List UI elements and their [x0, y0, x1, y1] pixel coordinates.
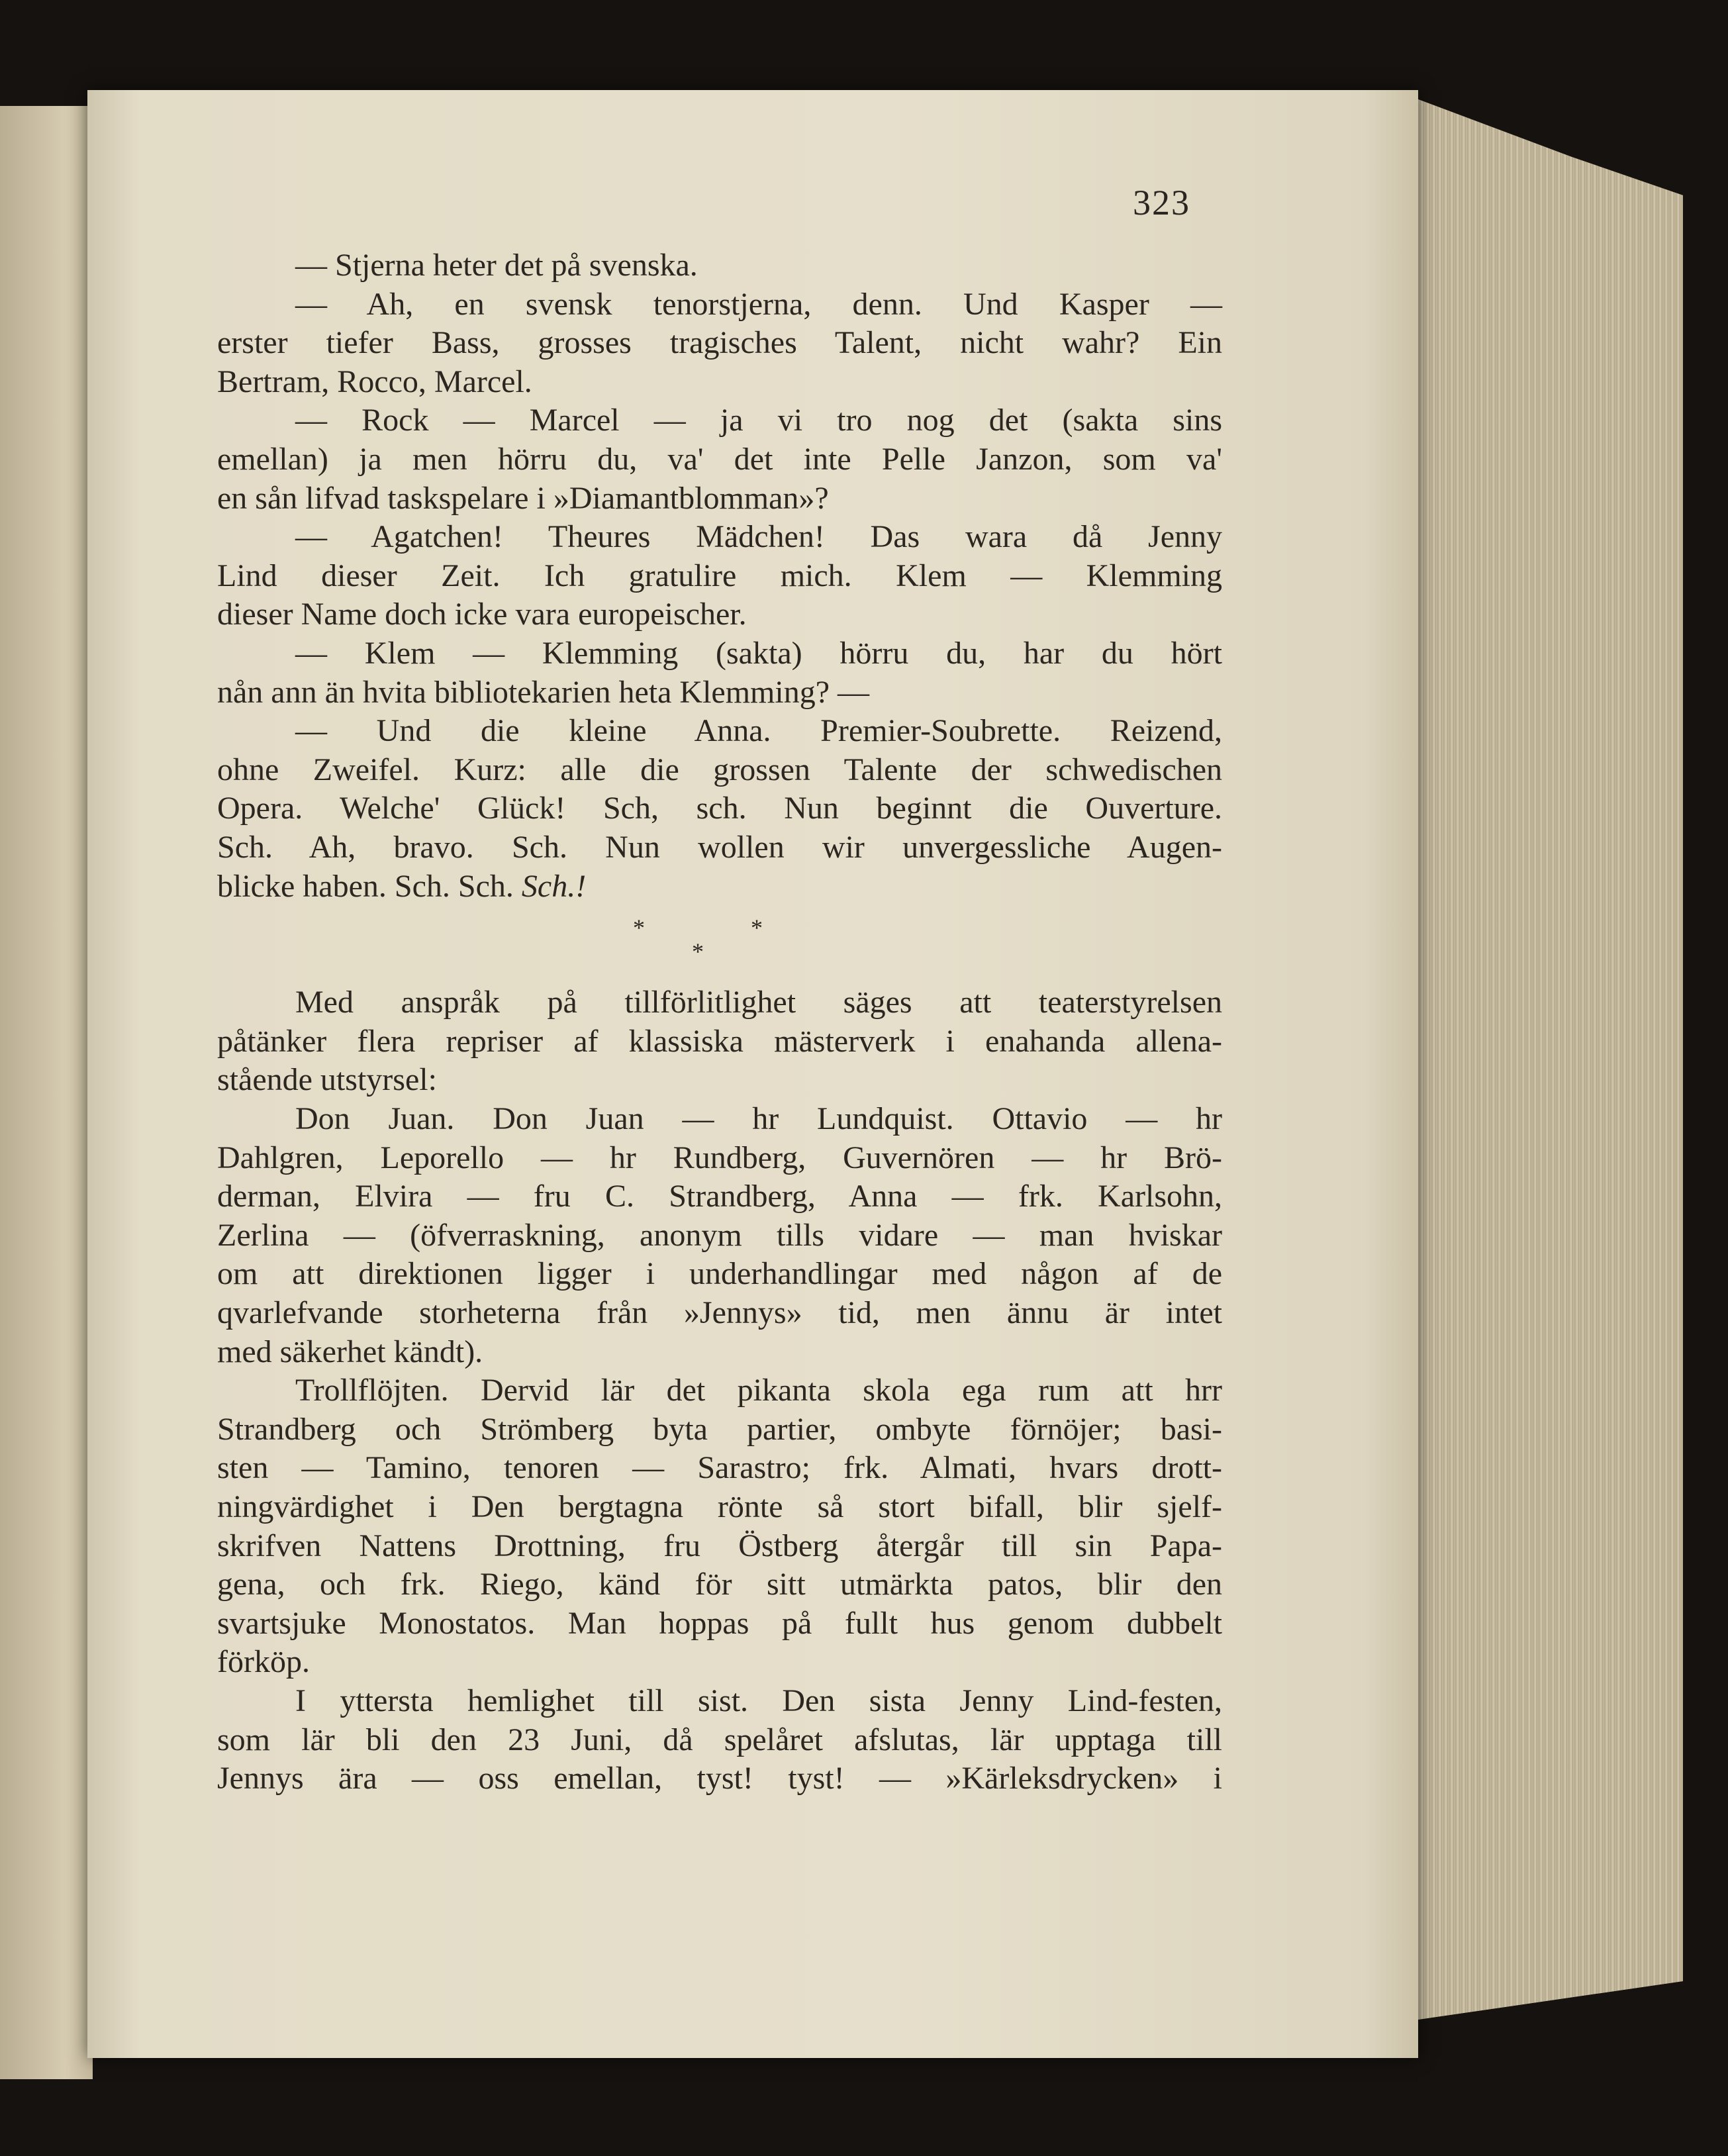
text-line: skrifven Nattens Drottning, fru Östberg återgår till sin Papa-: [217, 1528, 1222, 1563]
divider-asterisk: *: [633, 914, 645, 942]
text-segment: blicke haben. Sch. Sch.: [217, 868, 514, 904]
italic-text: Sch.!: [521, 868, 587, 904]
text-line: — Agatchen! Theures Mädchen! Das wara då Jenny: [295, 519, 1222, 555]
text-line: dieser Name doch icke vara europeischer.: [217, 597, 747, 632]
text-line: gena, och frk. Riego, känd för sitt utmärkta patos, blir den: [217, 1567, 1222, 1602]
text-line: Med anspråk på tillförlitlighet säges att teaterstyrelsen: [295, 985, 1222, 1020]
previous-page-edge: [0, 106, 93, 2079]
text-line: svartsjuke Monostatos. Man hoppas på fullt hus genom dubbelt: [217, 1605, 1222, 1641]
text-line: emellan) ja men hörru du, va' det inte Pelle Janzon, som va': [217, 441, 1222, 477]
text-line: — Stjerna heter det på svenska.: [295, 248, 698, 283]
text-line: stående utstyrsel:: [217, 1062, 437, 1098]
text-line: derman, Elvira — fru C. Strandberg, Anna — frk. Karlsohn,: [217, 1179, 1222, 1214]
text-line: — Ah, en svensk tenorstjerna, denn. Und Kasper —: [295, 286, 1222, 322]
text-line: — Klem — Klemming (sakta) hörru du, har du hört: [295, 635, 1222, 671]
page-number: 323: [1133, 183, 1190, 222]
page-block-edges: [1418, 99, 1683, 2020]
text-line: Dahlgren, Leporello — hr Rundberg, Guvernören — hr Brö-: [217, 1140, 1222, 1175]
text-line: — Rock — Marcel — ja vi tro nog det (sakta sins: [295, 403, 1222, 438]
text-line: qvarlefvande storheterna från »Jennys» tid, men ännu är intet: [217, 1295, 1222, 1331]
text-line: påtänker flera repriser af klassiska mästerverk i enahanda allena-: [217, 1023, 1222, 1059]
text-line: Trollflöjten. Dervid lär det pikanta skola ega rum att hrr: [295, 1373, 1222, 1408]
text-line: som lär bli den 23 Juni, då spelåret afslutas, lär upptaga till: [217, 1722, 1222, 1757]
text-line: Opera. Welche' Glück! Sch, sch. Nun beginnt die Ouverture.: [217, 791, 1222, 826]
spacer: [217, 945, 1222, 984]
text-line: Zerlina — (öfverraskning, anonym tills vidare — man hviskar: [217, 1217, 1222, 1253]
text-line: ohne Zweifel. Kurz: alle die grossen Talente der schwedischen: [217, 752, 1222, 787]
text-line: ningvärdighet i Den bergtagna rönte så stort bifall, blir sjelf-: [217, 1489, 1222, 1524]
divider-asterisk: *: [692, 938, 704, 965]
text-line: om att direktionen ligger i underhandlingar med någon af de: [217, 1256, 1222, 1292]
text-line: Lind dieser Zeit. Ich gratulire mich. Klem — Klemming: [217, 558, 1222, 593]
text-line: nån ann än hvita bibliotekarien heta Klemming? —: [217, 674, 870, 710]
text-line: — Und die kleine Anna. Premier-Soubrette. Reizend,: [295, 713, 1222, 749]
text-line: Bertram, Rocco, Marcel.: [217, 364, 532, 399]
text-line: en sån lifvad taskspelare i »Diamantblomman»?: [217, 480, 829, 516]
text-line: [217, 867, 1222, 906]
text-line: Strandberg och Strömberg byta partier, ombyte förnöjer; basi-: [217, 1411, 1222, 1447]
text-line: Don Juan. Don Juan — hr Lundquist. Ottavio — hr: [295, 1101, 1222, 1137]
text-line: sten — Tamino, tenoren — Sarastro; frk. Almati, hvars drott-: [217, 1450, 1222, 1486]
divider-asterisk: *: [751, 914, 763, 942]
text-line: I yttersta hemlighet till sist. Den sista Jenny Lind-festen,: [295, 1683, 1222, 1718]
text-line: Jennys ära — oss emellan, tyst! tyst! — »Kärleksdrycken» i: [217, 1761, 1222, 1796]
page-text: [217, 246, 1222, 1798]
text-line: erster tiefer Bass, grosses tragisches Talent, nicht wahr? Ein: [217, 325, 1222, 361]
text-line: Sch. Ah, bravo. Sch. Nun wollen wir unvergessliche Augen-: [217, 829, 1222, 865]
text-line: förköp.: [217, 1644, 310, 1680]
text-line: med säkerhet kändt).: [217, 1334, 483, 1369]
section-divider: [217, 906, 1222, 965]
